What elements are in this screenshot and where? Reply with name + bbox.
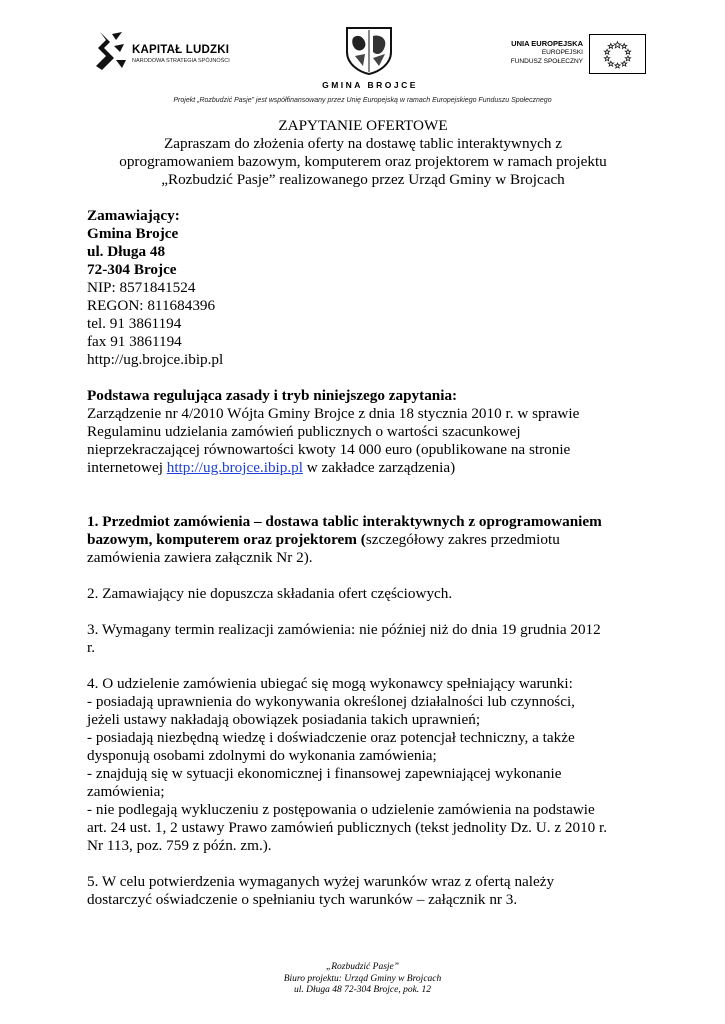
section-5-line-2: dostarczyć oświadczenie o spełnianiu tych warunków – załącznik nr 3. — [87, 891, 518, 908]
section-3 — [87, 621, 639, 657]
title-block — [87, 117, 639, 189]
section-1-bold-2: bazowym, komputerem oraz projektorem ( — [87, 531, 366, 548]
document-title: ZAPYTANIE OFERTOWE — [278, 117, 448, 134]
contractor-www: http://ug.brojce.ibip.pl — [87, 351, 224, 368]
project-cofinancing-line: Projekt „Rozbudzić Pasje” jest współfinansowany przez Unię Europejską w ramach Europejskiego Funduszu Społecznego — [173, 97, 552, 104]
eu-text-block — [470, 39, 583, 66]
contractor-fax: fax 91 3861194 — [87, 333, 182, 350]
document-body — [87, 117, 639, 909]
page-header — [0, 0, 725, 112]
section-4-line-2: - posiadają uprawnienia do wykonywania określonej działalności lub czynności, — [87, 693, 575, 710]
basis-line-2: Regulaminu udzielania zamówień publicznych o wartości szacunkowej — [87, 423, 521, 440]
contractor-city: 72-304 Brojce — [87, 261, 177, 278]
section-5-line-1: 5. W celu potwierdzenia wymaganych wyżej warunków wraz z ofertą należy — [87, 873, 555, 890]
section-3-line-2: r. — [87, 639, 96, 656]
basis-line-3: nieprzekraczającej równowartości kwoty 14 000 euro (opublikowane na stronie — [87, 441, 571, 458]
section-4-line-7: zamówienia; — [87, 783, 165, 800]
footer-line-2: Biuro projektu: Urząd Gminy w Brojcach — [283, 973, 442, 984]
kapital-ludzki-title: KAPITAŁ LUDZKI — [132, 44, 230, 56]
kapital-ludzki-emblem-icon — [94, 30, 128, 72]
contractor-label: Zamawiający: — [87, 207, 180, 224]
basis-block — [87, 387, 639, 477]
eu-line-1: UNIA EUROPEJSKA — [511, 39, 583, 48]
contractor-nip: NIP: 8571841524 — [87, 279, 196, 296]
basis-line-4-prefix: internetowej — [87, 459, 167, 476]
section-1-normal-2: szczegółowy zakres przedmiotu — [365, 531, 560, 548]
basis-line-1: Zarządzenie nr 4/2010 Wójta Gminy Brojce z dnia 18 stycznia 2010 r. w sprawie — [87, 405, 580, 422]
section-1-line-3: zamówienia zawiera załącznik Nr 2). — [87, 549, 313, 566]
title-line-3: „Rozbudzić Pasje” realizowanego przez Urząd Gminy w Brojcach — [161, 171, 565, 188]
title-line-2: oprogramowaniem bazowym, komputerem oraz projektorem w ramach projektu — [119, 153, 607, 170]
section-4-line-10: Nr 113, poz. 759 z późn. zm.). — [87, 837, 272, 854]
gmina-crest-icon — [343, 24, 395, 76]
section-1 — [87, 513, 639, 567]
kapital-ludzki-logo — [94, 30, 244, 72]
eu-flag-icon — [589, 34, 646, 74]
gmina-website-link[interactable]: http://ug.brojce.ibip.pl — [166, 459, 303, 476]
title-line-1: Zapraszam do złożenia oferty na dostawę tablic interaktywnych z — [163, 135, 563, 152]
section-1-number: 1 — [87, 513, 95, 530]
section-4-line-4: - posiadają niezbędną wiedzę i doświadczenie oraz potencjał techniczny, a także — [87, 729, 575, 746]
section-4-line-3: jeżeli ustawy nakładają obowiązek posiadania takich uprawnień; — [87, 711, 481, 728]
section-4-line-8: - nie podlegają wykluczeniu z postępowania o udzielenie zamówienia na podstawie — [87, 801, 595, 818]
basis-heading: Podstawa regulująca zasady i tryb niniejszego zapytania: — [87, 387, 458, 404]
contractor-street: ul. Długa 48 — [87, 243, 166, 260]
footer-line-1: „Rozbudzić Pasje” — [325, 962, 400, 972]
basis-line-4-suffix: w zakładce zarządzenia) — [302, 459, 456, 476]
section-4 — [87, 675, 639, 855]
section-2: 2. Zamawiający nie dopuszcza składania ofert częściowych. — [87, 585, 453, 602]
section-1-line-2 — [87, 531, 639, 549]
eu-line-2: EUROPEJSKI — [541, 49, 583, 56]
section-4-line-6: - znajdują się w sytuacji ekonomicznej i finansowej zapewniającej wykonanie — [87, 765, 562, 782]
footer-line-3: ul. Długa 48 72-304 Brojce, pok. 12 — [293, 985, 432, 995]
page-footer — [0, 962, 725, 997]
contractor-name: Gmina Brojce — [87, 225, 179, 242]
kapital-ludzki-subtitle: NARODOWA STRATEGIA SPÓJNOŚCI — [132, 58, 230, 64]
section-1-bold-1: . Przedmiot zamówienia – dostawa tablic interaktywnych z oprogramowaniem — [94, 513, 602, 530]
contractor-regon: REGON: 811684396 — [87, 297, 216, 314]
section-3-line-1: 3. Wymagany termin realizacji zamówienia: nie później niż do dnia 19 grudnia 2012 — [87, 621, 601, 638]
section-1-line-1 — [87, 513, 639, 531]
basis-line-4 — [87, 459, 639, 477]
gmina-name: GMINA BROJCE — [322, 80, 418, 90]
section-5 — [87, 873, 639, 909]
eu-line-3: FUNDUSZ SPOŁECZNY — [510, 58, 583, 65]
section-4-line-9: art. 24 ust. 1, 2 ustawy Prawo zamówień publicznych (tekst jednolity Dz. U. z 2010 r. — [87, 819, 608, 836]
section-4-line-1: 4. O udzielenie zamówienia ubiegać się mogą wykonawcy spełniający warunki: — [87, 675, 573, 692]
contractor-block — [87, 207, 639, 369]
contractor-tel: tel. 91 3861194 — [87, 315, 182, 332]
section-4-line-5: dysponują osobami zdolnymi do wykonania zamówienia; — [87, 747, 437, 764]
